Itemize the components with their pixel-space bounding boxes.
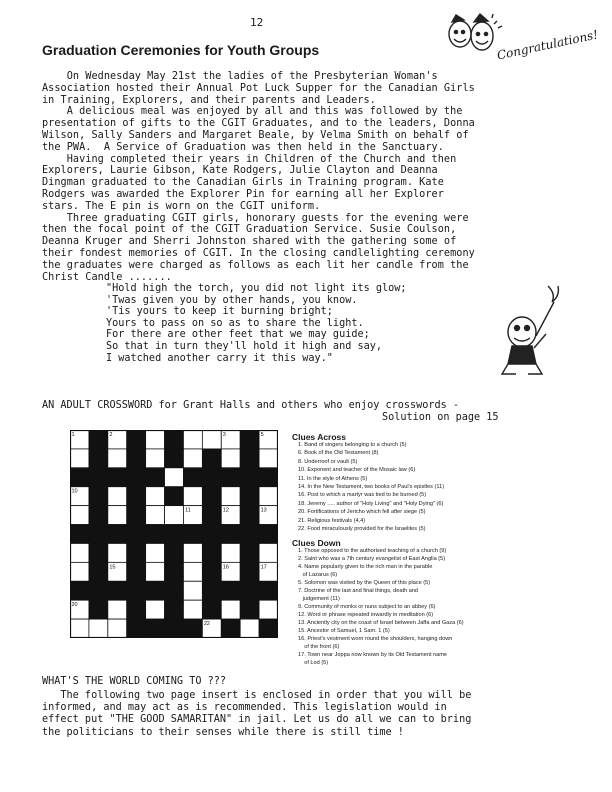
grid-number: 3 bbox=[222, 432, 226, 438]
world-line: the politicians to their senses while there is still time ! bbox=[42, 726, 404, 738]
grid-cell-black bbox=[240, 468, 259, 487]
clues-across-title: Clues Across bbox=[292, 432, 347, 442]
grid-cell-white bbox=[221, 449, 240, 468]
grid-cell-black bbox=[127, 581, 146, 600]
clue-across: 22. Food miraculously provided for the Israelites (5) bbox=[298, 526, 426, 532]
grid-cell-black bbox=[165, 619, 184, 638]
poem-line: 'Tis yours to keep it burning bright; bbox=[106, 306, 333, 318]
grid-cell-white bbox=[259, 449, 278, 468]
grid-cell-black bbox=[89, 449, 108, 468]
grid-cell-black bbox=[183, 525, 202, 544]
grid-number: 5 bbox=[260, 432, 264, 438]
grid-cell-black bbox=[183, 619, 202, 638]
grid-cell-black bbox=[127, 562, 146, 581]
grid-cell-black bbox=[221, 581, 240, 600]
grid-cell-black bbox=[165, 449, 184, 468]
grid-cell-black bbox=[202, 600, 221, 619]
page-number: 12 bbox=[250, 16, 264, 29]
grid-number: 4 bbox=[241, 432, 245, 438]
grid-cell-black bbox=[127, 468, 146, 487]
clue-down: 5. Solomon was visited by the Queen of this place (5) bbox=[298, 580, 431, 586]
grid-cell-black bbox=[259, 525, 278, 544]
article-line: Having completed their years in Children of the Church and then bbox=[42, 153, 457, 165]
grid-cell-white bbox=[259, 543, 278, 562]
world-heading: WHAT'S THE WORLD COMING TO ??? bbox=[42, 676, 227, 687]
article-line: their fondest memories of CGIT. In the closing candlelighting ceremony bbox=[42, 248, 475, 259]
clue-across: 11. In the style of Athens (5) bbox=[298, 475, 368, 482]
grid-cell-black bbox=[240, 581, 259, 600]
article-line: Dingman graduated to the Canadian Girls in Training program. Kate bbox=[42, 177, 444, 189]
grid-cell-white bbox=[70, 543, 89, 562]
grid-cell-black bbox=[240, 449, 259, 468]
grid-cell-black bbox=[108, 468, 127, 487]
clue-down: judgement (11) bbox=[298, 596, 340, 602]
grid-number: 6 bbox=[71, 469, 75, 476]
grid-number: 17 bbox=[260, 564, 267, 571]
clues-down-title: Clues Down bbox=[292, 538, 341, 548]
grid-cell-white bbox=[89, 619, 108, 638]
grid-cell-white bbox=[259, 600, 278, 619]
article-line: the graduates were charged as follows as each lit her candle from the bbox=[42, 259, 469, 271]
world-line: informed, and may act as is recommended. This legislation would in bbox=[42, 702, 447, 714]
grid-cell-black bbox=[240, 562, 259, 581]
grid-cell-white bbox=[183, 581, 202, 600]
torch-cartoon bbox=[500, 282, 572, 378]
article-line: presentation of gifts to the CGIT Graduates, and to the leaders, Donna bbox=[42, 118, 475, 130]
grid-cell-black bbox=[202, 468, 221, 487]
grid-cell-black bbox=[146, 525, 165, 544]
grid-number: 15 bbox=[109, 564, 116, 571]
grid-cell-white bbox=[146, 600, 165, 619]
article-line: Wilson, Sally Sanders and Margaret Beale, by Velma Smith on behalf of bbox=[42, 130, 469, 141]
grid-cell-white bbox=[108, 506, 127, 525]
grid-cell-white bbox=[183, 543, 202, 562]
crossword-grid bbox=[70, 430, 278, 638]
grid-cell-white bbox=[146, 487, 165, 506]
grid-cell-black bbox=[127, 487, 146, 506]
clue-across: 1. Band of singers belonging to a church (5) bbox=[298, 442, 407, 448]
clue-across: 14. In the New Testament, two books of Paul's epistles (11) bbox=[298, 484, 445, 490]
grid-cell-black bbox=[165, 581, 184, 600]
grid-cell-black bbox=[165, 430, 184, 449]
grid-number: 22 bbox=[203, 621, 210, 628]
grid-cell-black bbox=[89, 430, 108, 449]
grid-cell-black bbox=[221, 525, 240, 544]
grid-cell-black bbox=[146, 619, 165, 638]
grid-cell-black bbox=[259, 619, 278, 638]
grid-cell-black bbox=[89, 468, 108, 487]
grid-cell-white bbox=[221, 600, 240, 619]
grid-cell-black bbox=[202, 525, 221, 544]
poem-line: For there are other feet that we may guide; bbox=[106, 329, 370, 341]
grid-cell-white bbox=[70, 506, 89, 525]
grid-number: 7 bbox=[147, 469, 151, 476]
clue-down: of Lazarus (6) bbox=[298, 572, 338, 578]
grid-cell-black bbox=[165, 562, 184, 581]
grid-number: 18 bbox=[71, 583, 78, 590]
article-line: On Wednesday May 21st the ladies of the Presbyterian Woman's bbox=[42, 71, 438, 82]
grid-cell-black bbox=[127, 600, 146, 619]
grid-cell-black bbox=[127, 525, 146, 544]
clue-down: 13. Anciently city on the coast of Israel between Jaffa and Gaza (6) bbox=[298, 620, 464, 626]
poem-line: 'Twas given you by other hands, you know. bbox=[106, 294, 358, 306]
grid-cell-white bbox=[70, 449, 89, 468]
grid-cell-white bbox=[165, 468, 184, 487]
grid-cell-black bbox=[259, 581, 278, 600]
grid-number: 13 bbox=[260, 507, 267, 514]
grid-cell-black bbox=[202, 487, 221, 506]
grid-cell-black bbox=[89, 506, 108, 525]
grid-number: 16 bbox=[222, 564, 229, 571]
grid-cell-black bbox=[89, 543, 108, 562]
grid-cell-black bbox=[108, 525, 127, 544]
grid-cell-black bbox=[108, 581, 127, 600]
clue-across: 8. Underroof or vault (5) bbox=[298, 458, 358, 465]
clue-across: 6. Book of the Old Testament (8) bbox=[298, 450, 379, 457]
article-line: Christ Candle ....... bbox=[42, 271, 172, 283]
grid-cell-white bbox=[146, 543, 165, 562]
grid-cell-black bbox=[89, 581, 108, 600]
clue-down: 16. Priest's vestment worn round the shoulders, hanging down bbox=[298, 636, 453, 642]
grid-cell-white bbox=[165, 506, 184, 525]
grid-cell-white bbox=[146, 506, 165, 525]
grid-cell-black bbox=[165, 600, 184, 619]
crossword-heading: AN ADULT CROSSWORD for Grant Halls and others who enjoy crosswords - bbox=[42, 400, 460, 411]
clue-down: of the front (6) bbox=[298, 644, 340, 650]
grid-cell-black bbox=[259, 468, 278, 487]
clue-down: 7. Doctrine of the last and final things, death and bbox=[298, 588, 419, 594]
grid-cell-white bbox=[202, 430, 221, 449]
grid-cell-white bbox=[108, 449, 127, 468]
grid-cell-white bbox=[108, 543, 127, 562]
grid-cell-black bbox=[89, 487, 108, 506]
article-line: A delicious meal was enjoyed by all and this was followed by the bbox=[42, 106, 463, 118]
grid-number: 21 bbox=[128, 621, 135, 628]
clue-down: of Lod (5) bbox=[298, 660, 329, 666]
grid-number: 1 bbox=[71, 432, 75, 438]
grid-number: 19 bbox=[203, 583, 210, 590]
grid-cell-white bbox=[183, 562, 202, 581]
grid-number: 14 bbox=[71, 526, 78, 533]
clue-across: 21. Religious festivals (4,4) bbox=[298, 517, 366, 524]
article-title: Graduation Ceremonies for Youth Groups bbox=[42, 42, 320, 58]
clue-down: 4. Name popularly given to the rich man in the parable bbox=[298, 564, 433, 570]
clue-down: 2. Saint who was a 7th century evangelist of East Anglia (5) bbox=[298, 556, 446, 562]
poem-line: Yours to pass on so as to share the light. bbox=[106, 317, 364, 329]
clue-down: 17. Town near Joppa now known by its Old Testament name bbox=[298, 652, 448, 658]
clue-down: 9. Community of monks or nuns subject to an abbey (6) bbox=[298, 604, 436, 610]
article-line: Deanna Kruger and Sherri Johnston shared with the gathering some of bbox=[42, 236, 457, 248]
clue-down: 12. Word or phrase repeated inwardly in meditation (6) bbox=[298, 612, 434, 618]
grid-cell-white bbox=[108, 600, 127, 619]
clue-across: 18. Jeremy ..... author of "Holy Living" and "Holy Dying" (6) bbox=[298, 500, 444, 507]
grid-cell-black bbox=[202, 562, 221, 581]
poem-line: So that in turn they'll hold it high and say, bbox=[106, 341, 383, 352]
article-line: stars. The E pin is worn on the CGIT uniform. bbox=[42, 200, 321, 212]
grid-cell-black bbox=[202, 449, 221, 468]
clue-across: 10. Exponent and teacher of the Mosaic law (6) bbox=[298, 467, 416, 474]
article-line: Association hosted their Annual Pot Luck Supper for the Canadian Girls bbox=[42, 82, 475, 94]
grid-cell-black bbox=[146, 581, 165, 600]
grid-cell-white bbox=[146, 449, 165, 468]
clue-down: 15. Ancestor of Samuel, 1 Sam. 1 (5) bbox=[298, 628, 390, 634]
grid-number: 20 bbox=[71, 602, 78, 609]
clue-down: 1. Those opposed to the authorised teaching of a church (9) bbox=[298, 548, 447, 554]
article-line: then the focal point of the CGIT Graduation Service. Susie Coulson, bbox=[42, 224, 457, 236]
grid-cell-white bbox=[221, 543, 240, 562]
grid-cell-white bbox=[146, 562, 165, 581]
poem-line: I watched another carry it this way." bbox=[106, 352, 333, 364]
grid-cell-white bbox=[259, 487, 278, 506]
grid-cell-white bbox=[183, 430, 202, 449]
grid-cell-black bbox=[202, 543, 221, 562]
grid-cell-black bbox=[89, 525, 108, 544]
grid-cell-black bbox=[240, 487, 259, 506]
article-line: in Training, Explorers, and their parents and Leaders. bbox=[42, 94, 376, 106]
grid-cell-white bbox=[70, 562, 89, 581]
article-line: the PWA. A Service of Graduation was then held in the Sanctuary. bbox=[42, 141, 444, 153]
grid-cell-black bbox=[202, 506, 221, 525]
grid-number: 9 bbox=[222, 469, 226, 476]
grid-cell-black bbox=[127, 449, 146, 468]
grid-cell-black bbox=[240, 506, 259, 525]
grid-cell-black bbox=[89, 600, 108, 619]
grid-number: 2 bbox=[109, 432, 113, 438]
article-line: Rodgers was awarded the Explorer Pin for earning all her Explorer bbox=[42, 189, 444, 200]
article-line: Explorers, Laurie Gibson, Kate Rodgers, Julie Clayton and Deanna bbox=[42, 165, 438, 177]
grid-cell-black bbox=[240, 600, 259, 619]
grid-number: 10 bbox=[71, 488, 78, 495]
grid-cell-white bbox=[108, 487, 127, 506]
grid-cell-white bbox=[146, 430, 165, 449]
grid-cell-black bbox=[127, 430, 146, 449]
grid-cell-black bbox=[127, 543, 146, 562]
grid-cell-white bbox=[221, 487, 240, 506]
grid-number: 11 bbox=[184, 507, 191, 514]
grid-cell-black bbox=[89, 562, 108, 581]
grid-cell-black bbox=[240, 543, 259, 562]
grid-cell-white bbox=[240, 619, 259, 638]
clue-across: 16. Post to which a martyr was tied to be burned (5) bbox=[298, 492, 427, 499]
world-line: The following two page insert is enclosed in order that you will be bbox=[42, 690, 472, 701]
poem-line: "Hold high the torch, you did not light its glow; bbox=[106, 283, 407, 294]
grid-cell-black bbox=[221, 619, 240, 638]
world-line: effect put "THE GOOD SAMARITAN" in jail. Let us do all we can to bring bbox=[42, 714, 472, 726]
grid-cell-white bbox=[108, 619, 127, 638]
grid-cell-white bbox=[183, 487, 202, 506]
grid-cell-black bbox=[127, 506, 146, 525]
grid-number: 8 bbox=[184, 469, 189, 476]
crossword-solution-note: Solution on page 15 bbox=[382, 412, 499, 423]
grid-cell-black bbox=[165, 525, 184, 544]
congratulations-lettering: Congratulations! bbox=[495, 27, 600, 63]
grid-cell-white bbox=[183, 449, 202, 468]
grid-cell-white bbox=[70, 619, 89, 638]
article-line: Three graduating CGIT girls, honorary guests for the evening were bbox=[42, 212, 469, 224]
grid-cell-white bbox=[183, 600, 202, 619]
grid-cell-black bbox=[240, 525, 259, 544]
clue-across: 20. Fortifications of Jericho which fell after siege (5) bbox=[298, 509, 426, 516]
grid-cell-black bbox=[165, 487, 184, 506]
grid-number: 12 bbox=[222, 507, 229, 514]
grid-cell-black bbox=[165, 543, 184, 562]
